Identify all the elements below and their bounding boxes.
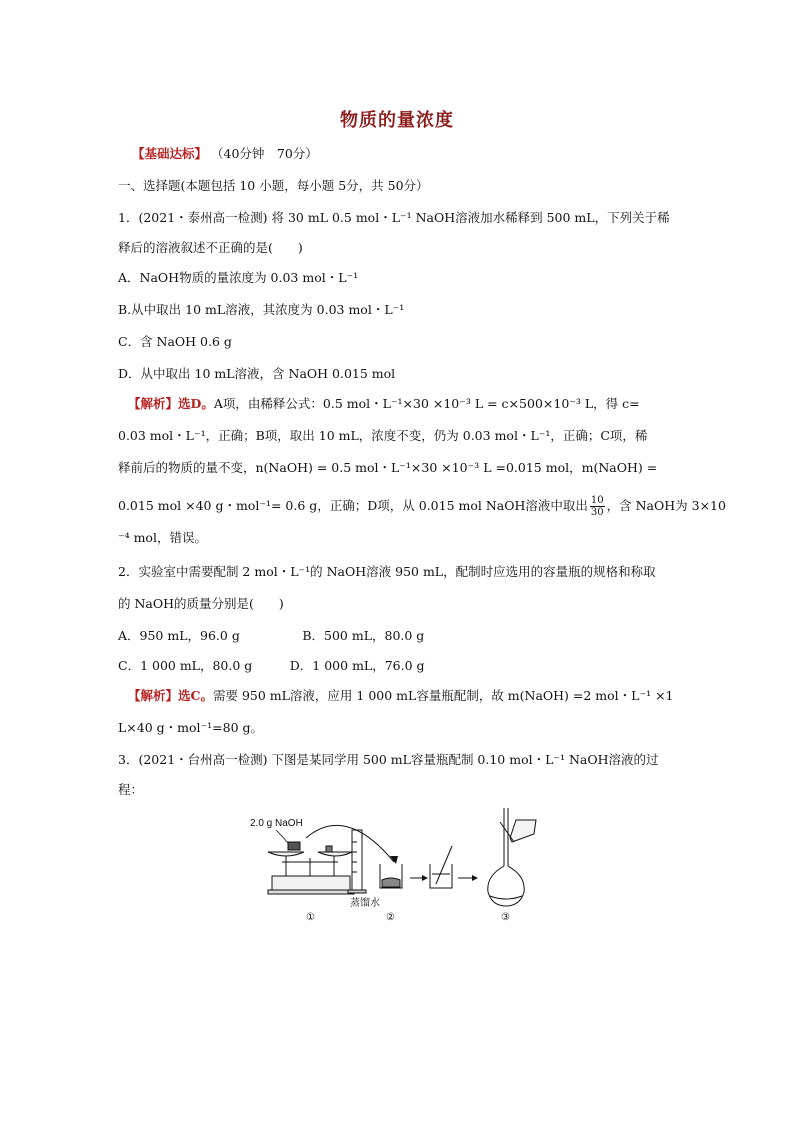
- section-info: （40分钟 70分）: [211, 146, 318, 161]
- q2-options-ab: A．950 mL，96.0 g B．500 mL，80.0 g: [118, 628, 425, 643]
- q1-option-a: A．NaOH物质的量浓度为 0.03 mol・L⁻¹: [118, 270, 359, 285]
- q2-analysis-tag: 【解析】: [128, 688, 179, 703]
- balance-icon: [268, 842, 354, 894]
- q1-analysis-text-4b: ，含 NaOH为 3×10: [606, 498, 726, 513]
- fraction-numerator: 10: [590, 495, 604, 506]
- part-heading: 一、选择题(本题包括 10 小题，每小题 5分，共 50分）: [118, 178, 429, 193]
- q2-stem-line-1: 2．实验室中需要配制 2 mol・L⁻¹的 NaOH溶液 950 mL，配制时应选用的容量瓶的规格和称取: [118, 564, 656, 579]
- beaker-icon: [380, 864, 402, 888]
- q1-stem-line-2: 释后的溶液叙述不正确的是( ): [118, 240, 303, 255]
- q1-analysis-line-2: 0.03 mol・L⁻¹，正确；B项，取出 10 mL，浓度不变，仍为 0.03 mol・L⁻¹，正确；C项，稀: [118, 428, 648, 443]
- step-2-label: ②: [386, 912, 395, 923]
- q2-stem-line-2: 的 NaOH的质量分别是( ): [118, 596, 284, 611]
- step-3-label: ③: [501, 912, 510, 923]
- q1-option-d: D．从中取出 10 mL溶液，含 NaOH 0.015 mol: [118, 366, 396, 381]
- q2-options-cd: C．1 000 mL，80.0 g D．1 000 mL，76.0 g: [118, 658, 425, 673]
- q1-analysis-line-3: 释前后的物质的量不变，n(NaOH) = 0.5 mol・L⁻¹×30 ×10⁻³ L =0.015 mol，m(NaOH) =: [118, 460, 658, 475]
- fraction-denominator: 30: [590, 507, 604, 518]
- pour-arrow-head: [390, 856, 398, 864]
- q1-answer: 选D。: [178, 396, 214, 411]
- q2-analysis-line-1: [128, 688, 696, 704]
- q1-option-c: C．含 NaOH 0.6 g: [118, 334, 232, 349]
- q1-analysis-text-4a: 0.015 mol ×40 g・mol⁻¹= 0.6 g，正确；D项，从 0.015 mol NaOH溶液中取出: [118, 498, 588, 513]
- q1-analysis-line-5: ⁻⁴ mol，错误。: [118, 530, 207, 545]
- q1-fraction: [590, 495, 605, 518]
- q3-stem-line-1: 3．(2021・台州高一检测) 下图是某同学用 500 mL容量瓶配制 0.10 mol・L⁻¹ NaOH溶液的过: [118, 752, 659, 767]
- distilled-water-label: 蒸馏水: [350, 898, 380, 909]
- volumetric-flask-icon: [488, 808, 536, 906]
- section-header: [132, 146, 700, 162]
- q1-analysis-line-4: [118, 492, 726, 520]
- q1-option-b: B.从中取出 10 mL溶液，其浓度为 0.03 mol・L⁻¹: [118, 302, 405, 317]
- stirring-beaker-icon: [430, 846, 452, 888]
- step-1-label: ①: [306, 912, 315, 923]
- q1-analysis-text-1: A项，由稀释公式：0.5 mol・L⁻¹×30 ×10⁻³ L = c×500×10⁻³ L，得 c=: [213, 396, 640, 411]
- step-arrow-2-head: [472, 875, 478, 881]
- q2-answer: 选C。: [178, 688, 213, 703]
- pour-arrow: [306, 825, 394, 862]
- section-tag: 【基础达标】: [132, 146, 208, 161]
- step-arrow-1-head: [422, 875, 428, 881]
- q2-analysis-text-1: 需要 950 mL溶液，应用 1 000 mL容量瓶配制，故 m(NaOH) =2 mol・L⁻¹ ×1: [212, 688, 674, 703]
- q3-stem-line-2: 程：: [118, 782, 144, 797]
- q1-analysis-line-1: [128, 396, 696, 412]
- page-title: 物质的量浓度: [340, 110, 454, 131]
- q1-stem-line-1: 1．(2021・泰州高一检测) 将 30 mL 0.5 mol・L⁻¹ NaOH溶液加水稀释到 500 mL，下列关于稀: [118, 210, 670, 225]
- q2-analysis-line-2: L×40 g・mol⁻¹=80 g。: [118, 720, 263, 735]
- q1-analysis-tag: 【解析】: [128, 396, 179, 411]
- naoh-reagent-label: 2.0 g NaOH: [250, 818, 303, 829]
- lab-procedure-figure: [246, 802, 546, 924]
- measuring-cylinder-icon: [348, 830, 366, 893]
